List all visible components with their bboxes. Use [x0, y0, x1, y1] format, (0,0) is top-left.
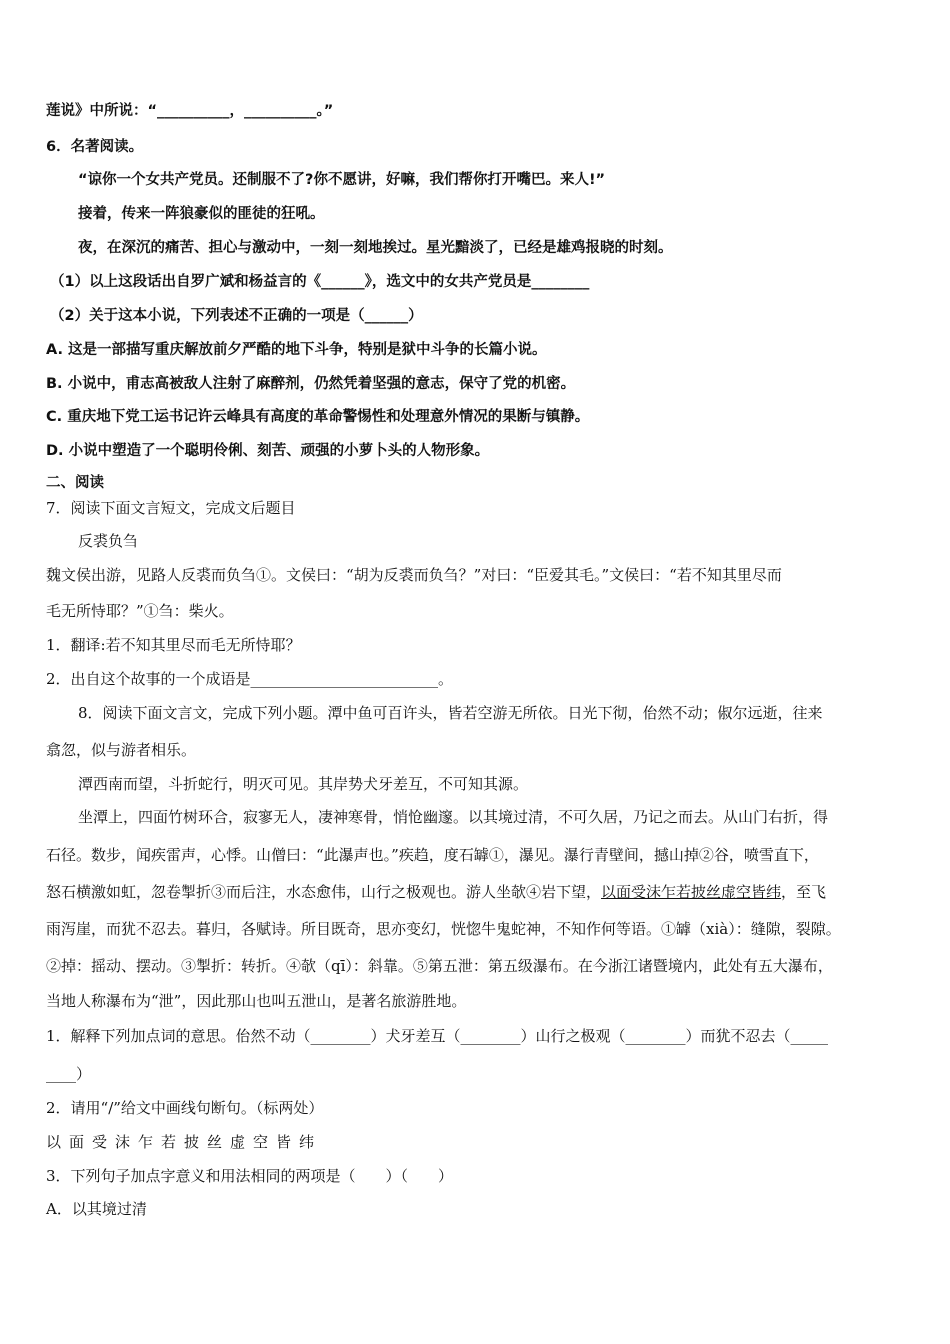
- q8-line-8: ②掉：摇动、摆动。③掣折：转折。④欹（qī）：斜靠。⑤第五泄：第五级瀑布。在今浙江诸暨境内，此处有五大瀑布，: [46, 957, 833, 975]
- q8-ask-2: 2．请用“/”给文中画线句断句。（标两处）: [46, 1099, 324, 1117]
- q7-subtitle: 反裘负刍: [78, 532, 139, 550]
- q6-sub-2: （2）关于这本小说，下列表述不正确的一项是（______）: [50, 308, 423, 324]
- section-heading: 二、阅读: [46, 475, 104, 491]
- q8-line-3: 潭西南而望，斗折蛇行，明灭可见。其岸势犬牙差互，不可知其源。: [78, 775, 529, 793]
- q6-title: 6．名著阅读。: [46, 139, 144, 155]
- q7-text-1: 魏文侯出游，见路人反裘而负刍①。文侯曰：“胡为反裘而负刍？”对曰：“臣爱其毛。”文侯曰：“若不知其里尽而: [46, 566, 782, 584]
- q7-ask-2: 2．出自这个故事的一个成语是_________________________。: [46, 670, 454, 688]
- q8-line-5: 石径。数步，闻疾雷声，心悸。山僧曰：“此瀑声也。”疾趋，度石罅①，瀑见。瀑行青壁间，撼山掉②谷，喷雪直下，: [46, 846, 819, 864]
- q8-ask-2-text: 以面受沫乍若披丝虚空皆纬: [46, 1133, 323, 1151]
- q8-ask-3: 3．下列句子加点字意义和用法相同的两项是（ ）（ ）: [46, 1167, 454, 1185]
- q6-option-b: B. 小说中，甫志高被敌人注射了麻醉剂，仍然凭着坚强的意志，保守了党的机密。: [46, 376, 576, 392]
- q6-option-c: C. 重庆地下党工运书记许云峰具有高度的革命警惕性和处理意外情况的果断与镇静。: [46, 409, 590, 425]
- q8-option-a: A．以其境过清: [46, 1200, 147, 1218]
- q8-ask-1: 1．解释下列加点词的意思。佁然不动（________）犬牙差互（________）山行之极观（________）而犹不忍去（_____: [46, 1027, 829, 1045]
- q8-line-4: 坐潭上，四面竹树环合，寂寥无人，凄神寒骨，悄怆幽邃。以其境过清，不可久居，乃记之而去。从山门右折，得: [78, 808, 829, 826]
- q6-option-d: D. 小说中塑造了一个聪明伶俐、刻苦、顽强的小萝卜头的人物形象。: [46, 443, 490, 459]
- q6-sub-1: （1）以上这段话出自罗广斌和杨益言的《______》，选文中的女共产党员是________: [50, 274, 590, 290]
- q8-ask-1-cont: ____）: [46, 1065, 92, 1083]
- q6-quote-2: 接着，传来一阵狼豪似的匪徒的狂吼。: [78, 206, 325, 222]
- q6-quote-3: 夜，在深沉的痛苦、担心与激动中，一刻一刻地挨过。星光黯淡了，已经是雄鸡报晓的时刻。: [78, 240, 673, 256]
- q8-line-6: [46, 882, 910, 902]
- q7-text-2: 毛无所恃耶？”①刍：柴火。: [46, 602, 234, 620]
- q8-line-6-b: ，至飞: [781, 883, 827, 901]
- q8-line-1: 8．阅读下面文言文，完成下列小题。潭中鱼可百许头，皆若空游无所依。日光下彻，佁然不动；俶尔远逝，往来: [78, 704, 823, 722]
- q7-ask-1: 1．翻译:若不知其里尽而毛无所恃耶？: [46, 636, 301, 654]
- underlined-sentence: 以面受沫乍若披丝虚空皆纬: [601, 883, 782, 901]
- q6-quote-1: “谅你一个女共产党员。还制服不了?你不愿讲，好嘛，我们帮你打开嘴巴。来人!”: [78, 172, 606, 188]
- q8-line-9: 当地人称瀑布为“泄”，因此那山也叫五泄山，是著名旅游胜地。: [46, 992, 467, 1010]
- q6-option-a: A. 这是一部描写重庆解放前夕严酷的地下斗争，特别是狱中斗争的长篇小说。: [46, 342, 547, 358]
- q8-line-2: 翕忽，似与游者相乐。: [46, 741, 197, 759]
- q8-line-6-a: 怒石横激如虹，忽卷掣折③而后注，水态愈伟，山行之极观也。游人坐欹④岩下望，: [46, 883, 602, 901]
- q7-title: 7．阅读下面文言短文，完成文后题目: [46, 499, 296, 517]
- q8-line-7: 雨泻崖，而犹不忍去。暮归，各赋诗。所目既奇，思亦变幻，恍惚牛鬼蛇神，不知作何等语。①罅（xià）：缝隙，裂隙。: [46, 920, 841, 938]
- q5-tail: 莲说》中所说：“__________，__________。”: [46, 103, 334, 119]
